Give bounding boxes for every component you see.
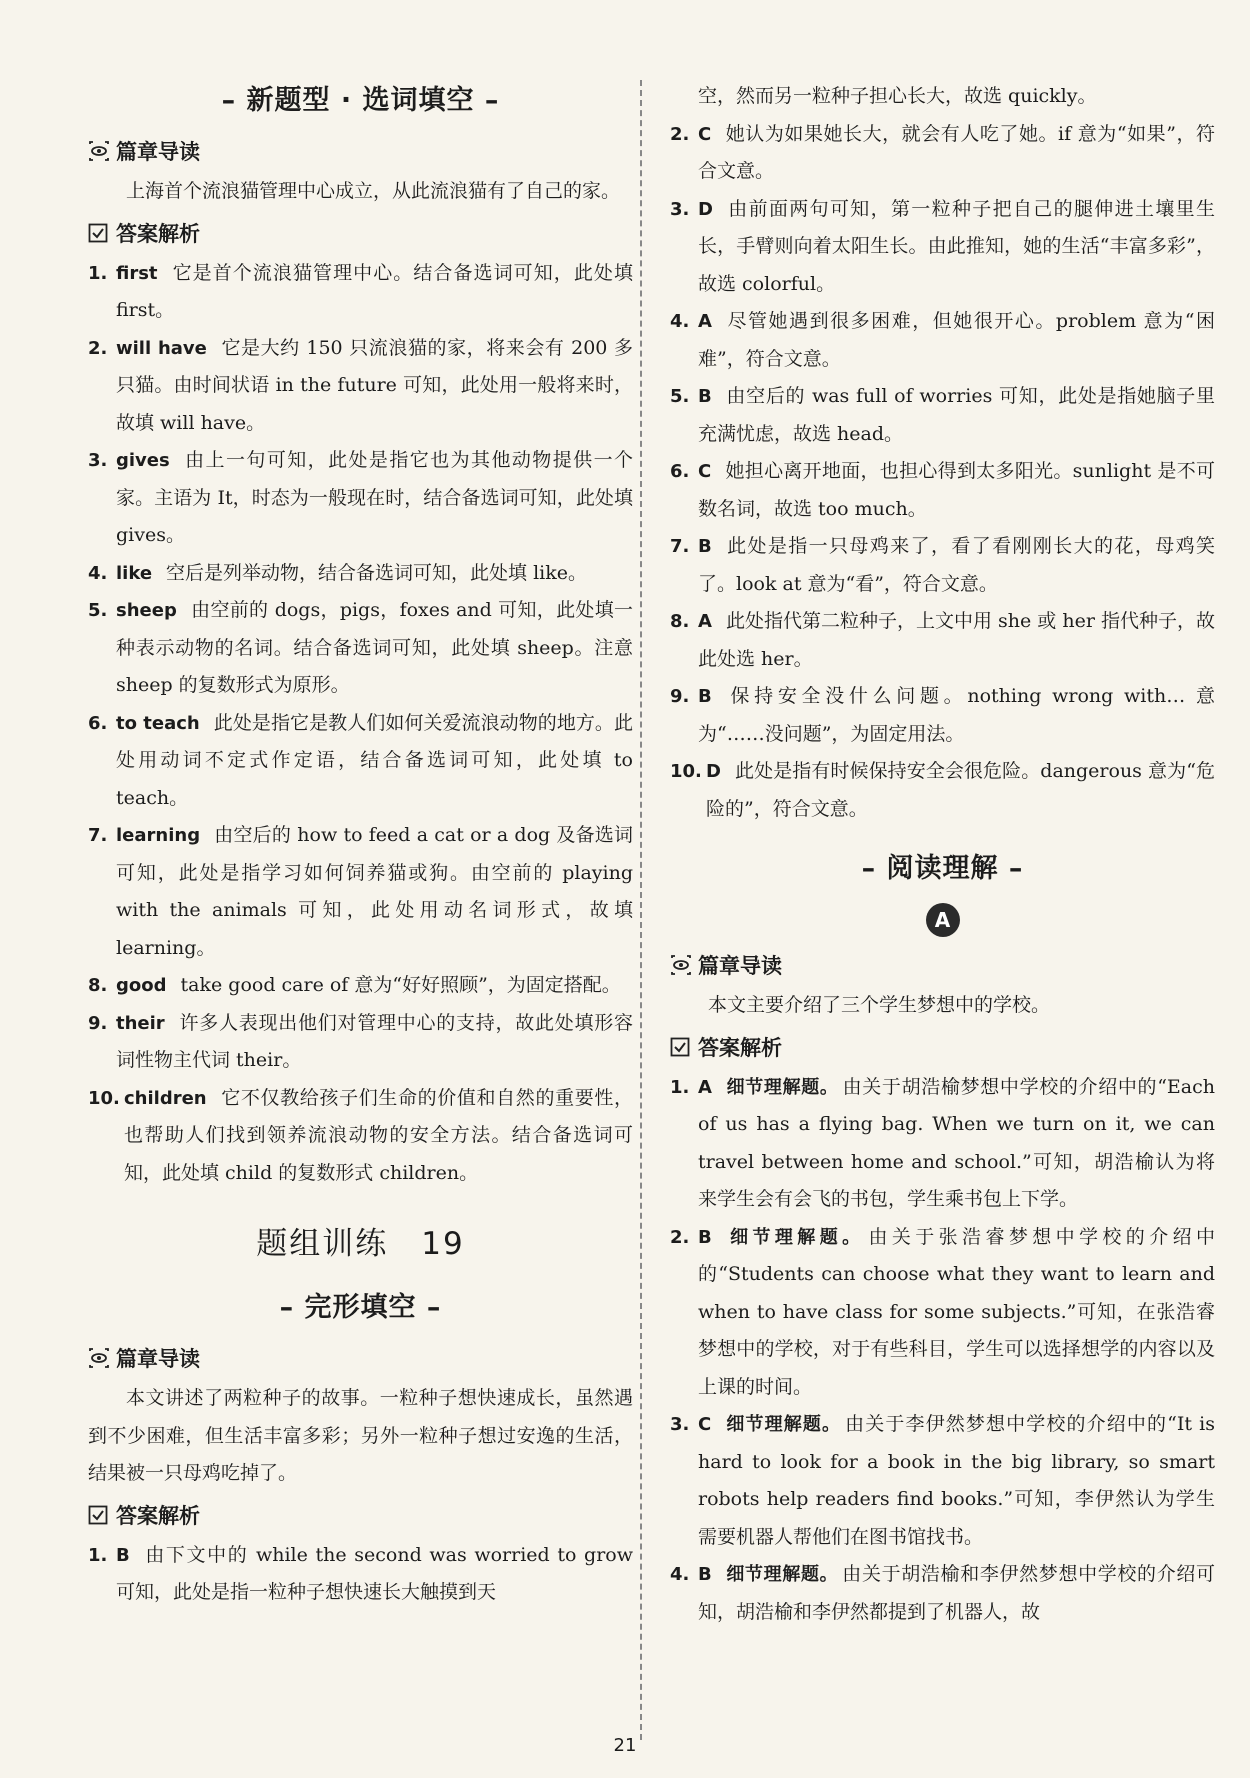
item-text: 它是大约 150 只流浪猫的家，将来会有 200 多只猫。由时间状语 in the future 可知，此处用一般将来时，故填 will have。 [116, 336, 633, 434]
item-text: 由关于张浩睿梦想中学校的介绍中的“Students can choose what they want to learn and when to have class for some subjects.”可知，在张浩睿梦想中的学校，对于有些科目，学生可以选择想学的内容以及上课的时间。 [698, 1225, 1215, 1398]
cloze-guide-heading [88, 1342, 633, 1374]
item-number: 9. [88, 1012, 108, 1034]
page-number: 21 [613, 1735, 637, 1756]
item-answer: will have [116, 337, 207, 359]
answer-item [670, 753, 1215, 828]
item-answer: A [698, 611, 712, 632]
eye-icon [670, 955, 692, 975]
reading-guide-heading [670, 949, 1215, 981]
answer-item [670, 116, 1215, 191]
eye-icon [88, 141, 110, 161]
item-text: 此处是指有时候保持安全会很危险。dangerous 意为“危险的”，符合文意。 [706, 760, 1215, 820]
item-text: 许多人表现出他们对管理中心的支持，故此处填形容词性物主代词 their。 [116, 1011, 633, 1071]
item-text: 由空后的 was full of worries 可知，此处是指她脑子里充满忧虑，故选 head。 [698, 385, 1215, 445]
item-answer: to teach [116, 712, 200, 734]
passage-a-badge: A [926, 903, 960, 937]
item-answer: B [698, 1226, 712, 1248]
answer-item [88, 705, 633, 818]
answer-item [670, 378, 1215, 453]
item-number: 1. [88, 262, 108, 284]
answer-item [670, 191, 1215, 304]
answer-item [88, 1080, 633, 1193]
item-answer: B [698, 686, 712, 707]
item-text: 空后是列举动物，结合备选词可知，此处填 like。 [166, 561, 587, 584]
item-type: 细节理解题。 [725, 1076, 839, 1098]
item-text: 由关于李伊然梦想中学校的介绍中的“It is hard to look for a book in the big library, so smart robots help readers find books.”可知，李伊然认为学生需要机器人帮他们在图书馆找书。 [698, 1413, 1215, 1548]
guide-heading-label: 篇章导读 [116, 140, 200, 164]
item-answer: B [116, 1544, 130, 1566]
answer-item [670, 603, 1215, 678]
item-answer: children [124, 1087, 207, 1109]
answer-item [88, 442, 633, 555]
item-text: 尽管她遇到很多困难，但她很开心。problem 意为“困难”，符合文意。 [698, 310, 1215, 370]
answer-item [88, 555, 633, 593]
checkbox-icon [88, 223, 110, 243]
item-answer: first [116, 262, 158, 284]
reading-guide-text: 本文主要介绍了三个学生梦想中的学校。 [708, 994, 1051, 1016]
item-answer: sheep [116, 600, 177, 621]
group-title: 题组训练 19 [256, 1226, 465, 1262]
cloze-answer-heading [88, 1499, 633, 1531]
item-answer: C [698, 1414, 712, 1435]
checkbox-icon [88, 1505, 110, 1525]
item-text: 由关于胡浩榆和李伊然梦想中学校的介绍可知，胡浩榆和李伊然都提到了机器人，故 [698, 1563, 1215, 1623]
item-text: 此处指代第二粒种子，上文中用 she 或 her 指代种子，故此处选 her。 [698, 610, 1215, 670]
item-text: 由下文中的 while the second was worried to grow 可知，此处是指一粒种子想快速长大触摸到天 [116, 1543, 633, 1603]
item-number: 3. [88, 450, 108, 471]
answer-item [88, 817, 633, 967]
item-text: 她担心离开地面，也担心得到太多阳光。sunlight 是不可数名词，故选 too much。 [698, 460, 1215, 520]
answer-item [670, 528, 1215, 603]
item-answer: D [698, 198, 713, 220]
item-number: 4. [670, 311, 690, 332]
answer-item [88, 592, 633, 705]
item-number: 9. [670, 686, 690, 707]
item-answer: A [698, 1076, 712, 1098]
item-number: 10. [88, 1087, 120, 1109]
item-number: 2. [670, 123, 690, 145]
answer-item [670, 453, 1215, 528]
item-answer: like [116, 562, 153, 584]
item-answer: gives [116, 450, 170, 471]
column-divider [640, 80, 642, 1740]
item-number: 8. [670, 611, 690, 632]
item-answer: B [698, 1564, 712, 1585]
item-answer: their [116, 1012, 165, 1034]
answer-item [88, 255, 633, 330]
item-number: 7. [670, 536, 690, 557]
answer-item [670, 1219, 1215, 1407]
item-number: 2. [88, 337, 108, 359]
item-answer: C [698, 123, 712, 145]
answer-item [88, 1005, 633, 1080]
item-text: 由空后的 how to feed a cat or a dog 及备选词可知，此处是指学习如何饲养猫或狗。由空前的 playing with the animals 可知，此处用动名词形式，故填 learning。 [116, 824, 633, 959]
section-title-cloze: – 完形填空 – [279, 1292, 442, 1323]
left-column [88, 78, 633, 1612]
item-text: 由上一句可知，此处是指它也为其他动物提供一个家。主语为 It，时态为一般现在时，结合备选词可知，此处填 gives。 [116, 449, 633, 546]
cloze-answer-heading-label: 答案解析 [116, 1503, 200, 1528]
item-text: 此处是指它是教人们如何关爱流浪动物的地方。此处用动词不定式作定语，结合备选词可知，此处填 to teach。 [116, 711, 633, 809]
answer-heading [88, 217, 633, 249]
item-number: 4. [670, 1564, 690, 1585]
item-answer: A [698, 311, 712, 332]
answer-item [88, 330, 633, 443]
item-type: 细节理解题。 [725, 1226, 865, 1248]
right-column [670, 78, 1215, 1631]
reading-answer-heading-label: 答案解析 [698, 1035, 782, 1060]
cloze-answer-list [670, 116, 1215, 829]
item-number: 3. [670, 1414, 690, 1435]
item-text: take good care of 意为“好好照顾”，为固定搭配。 [180, 974, 621, 996]
continued-text: 空，然而另一粒种子担心长大，故选 quickly。 [698, 85, 1097, 107]
item-answer: good [116, 975, 167, 996]
item-answer: B [698, 536, 712, 557]
item-number: 1. [88, 1544, 108, 1566]
item-number: 5. [670, 386, 690, 407]
section-title-word-fill: – 新题型 · 选词填空 – [221, 85, 500, 116]
item-text: 此处是指一只母鸡来了，看了看刚刚长大的花，母鸡笑了。look at 意为“看”，符合文意。 [698, 535, 1215, 595]
item-text: 由空前的 dogs，pigs，foxes and 可知，此处填一种表示动物的名词。结合备选词可知，此处填 sheep。注意 sheep 的复数形式为原形。 [116, 599, 633, 696]
item-answer: B [698, 386, 712, 407]
item-number: 3. [670, 198, 690, 220]
reading-answer-heading [670, 1031, 1215, 1063]
item-type: 细节理解题。 [725, 1564, 839, 1585]
eye-icon [88, 1348, 110, 1368]
item-number: 1. [670, 1076, 690, 1098]
item-number: 7. [88, 825, 108, 846]
item-number: 2. [670, 1226, 690, 1248]
item-answer: C [698, 461, 712, 482]
answer-item [670, 1069, 1215, 1219]
reading-answer-list [670, 1069, 1215, 1632]
item-text: 她认为如果她长大，就会有人吃了她。if 意为“如果”，符合文意。 [698, 122, 1215, 182]
item-answer: learning [116, 825, 201, 846]
answer-list [88, 255, 633, 1193]
answer-item [88, 1537, 633, 1612]
checkbox-icon [670, 1037, 692, 1057]
answer-heading-label: 答案解析 [116, 221, 200, 246]
item-text: 由关于胡浩榆梦想中学校的介绍中的“Each of us has a flying bag. When we turn on it, we can travel between home and school.”可知，胡浩榆认为将来学生会有会飞的书包，学生乘书包上下学。 [698, 1075, 1216, 1210]
guide-heading [88, 135, 633, 167]
answer-item [670, 1556, 1215, 1631]
item-text: 它不仅教给孩子们生命的价值和自然的重要性，也帮助人们找到领养流浪动物的安全方法。结合备选词可知，此处填 child 的复数形式 children。 [124, 1086, 633, 1184]
item-number: 4. [88, 562, 108, 584]
item-number: 10. [670, 761, 702, 782]
item-number: 6. [88, 712, 108, 734]
item-text: 由前面两句可知，第一粒种子把自己的腿伸进土壤里生长，手臂则向着太阳生长。由此推知，她的生活“丰富多彩”，故选 colorful。 [698, 197, 1215, 295]
item-answer: D [706, 761, 721, 782]
item-type: 细节理解题。 [725, 1414, 842, 1435]
answer-item [670, 1406, 1215, 1556]
item-number: 8. [88, 975, 108, 996]
section-title-reading: – 阅读理解 – [861, 853, 1024, 884]
item-text: 保持安全没什么问题。nothing wrong with… 意为“……没问题”，为固定用法。 [698, 685, 1215, 745]
cloze-guide-heading-label: 篇章导读 [116, 1347, 200, 1371]
item-text: 它是首个流浪猫管理中心。结合备选词可知，此处填 first。 [116, 261, 633, 321]
reading-guide-heading-label: 篇章导读 [698, 954, 782, 978]
item-number: 6. [670, 461, 690, 482]
guide-text: 上海首个流浪猫管理中心成立，从此流浪猫有了自己的家。 [126, 180, 621, 202]
answer-item [670, 678, 1215, 753]
answer-item [88, 967, 633, 1005]
item-number: 5. [88, 600, 108, 621]
answer-item [670, 303, 1215, 378]
cloze-guide-text: 本文讲述了两粒种子的故事。一粒种子想快速成长，虽然遇到不少困难，但生活丰富多彩；另外一粒种子想过安逸的生活，结果被一只母鸡吃掉了。 [88, 1387, 633, 1484]
